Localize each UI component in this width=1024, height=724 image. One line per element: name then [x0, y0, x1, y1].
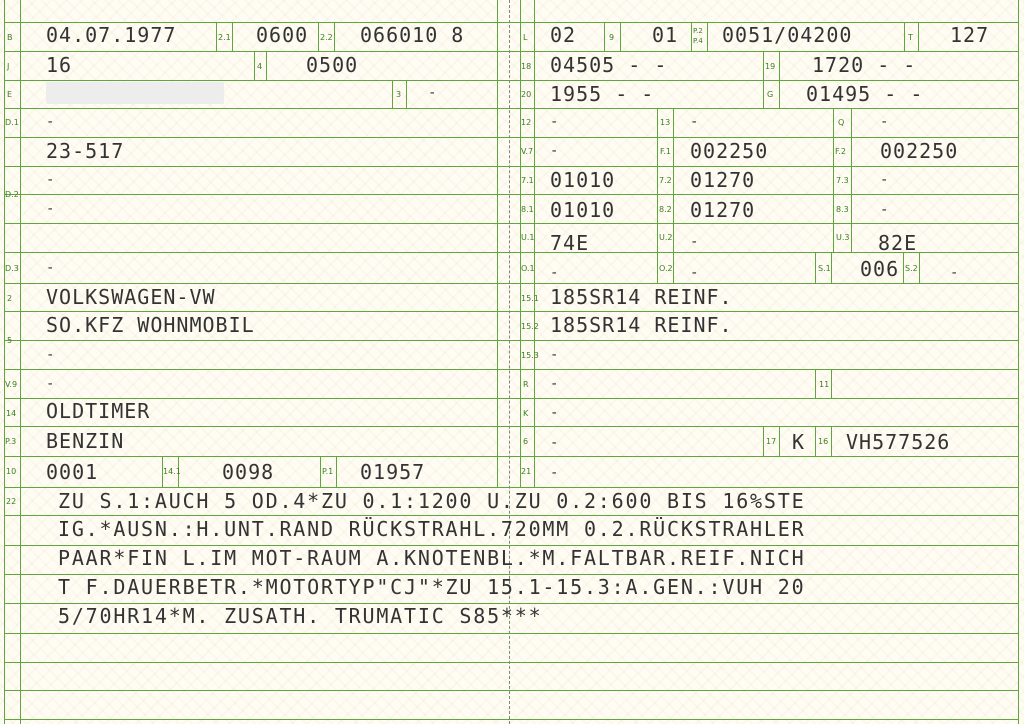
value-2-2: 066010 8	[360, 23, 465, 47]
remarks-line-1: ZU S.1:AUCH 5 OD.4*ZU 0.1:1200 U.ZU 0.2:600 BIS 16%STE	[58, 489, 806, 513]
label-5: 5	[7, 336, 13, 345]
value-14-1: 0098	[222, 460, 275, 484]
value-6: -	[550, 435, 560, 451]
label-6: 6	[523, 437, 529, 446]
label-9: 9	[609, 33, 615, 42]
value-U3: 82E	[878, 231, 918, 255]
value-B-date: 04.07.1977	[46, 23, 177, 47]
label-P1: P.1	[322, 467, 334, 476]
label-20: 20	[521, 90, 532, 99]
value-19: 1720 - -	[812, 53, 917, 77]
label-19: 19	[765, 62, 776, 71]
value-4: 0500	[306, 53, 359, 77]
label-14-1: 14.1	[163, 467, 181, 476]
label-4: 4	[257, 62, 263, 71]
value-15-3: -	[550, 347, 560, 363]
label-12: 12	[521, 118, 532, 127]
value-5-type: SO.KFZ WOHNMOBIL	[46, 313, 255, 337]
value-Q: -	[880, 114, 890, 130]
label-8-1: 8.1	[521, 205, 534, 214]
label-B: B	[7, 33, 13, 42]
label-J: J	[7, 62, 10, 71]
value-8-3: -	[880, 202, 890, 218]
label-F2: F.2	[835, 147, 846, 156]
label-E: E	[7, 90, 13, 99]
value-D1: -	[46, 114, 56, 130]
remarks-line-3: PAAR*FIN L.IM MOT-RAUM A.KNOTENBL.*M.FALTBAR.REIF.NICH	[58, 546, 806, 570]
value-L: 02	[550, 23, 577, 47]
label-2: 2	[7, 294, 13, 303]
value-U1: 74E	[550, 231, 590, 255]
label-7-3: 7.3	[836, 176, 849, 185]
label-V9: V.9	[5, 380, 18, 389]
value-P1: 01957	[360, 460, 426, 484]
value-7-2: 01270	[690, 168, 756, 192]
value-D2-3: -	[46, 201, 56, 217]
label-U2: U.2	[659, 233, 673, 242]
value-2-make: VOLKSWAGEN-VW	[46, 285, 216, 309]
label-U3: U.3	[836, 233, 850, 242]
label-3: 3	[396, 90, 402, 99]
label-10: 10	[6, 467, 17, 476]
value-8-2: 01270	[690, 198, 756, 222]
label-P2: P.2	[693, 27, 703, 35]
value-12: -	[550, 114, 560, 130]
value-5-2: -	[46, 347, 56, 363]
value-D2-1: 23-517	[46, 139, 125, 163]
label-18: 18	[521, 62, 532, 71]
value-V7: -	[550, 143, 560, 159]
label-2-1: 2.1	[218, 33, 231, 42]
value-F1: 002250	[690, 139, 769, 163]
value-21: -	[550, 465, 560, 481]
value-20: 1955 - -	[550, 82, 655, 106]
label-D1: D.1	[5, 118, 19, 127]
value-16: VH577526	[846, 430, 951, 454]
value-K: -	[550, 405, 560, 421]
label-P4: P.4	[693, 37, 703, 45]
value-9: 01	[652, 23, 679, 47]
label-L: L	[523, 33, 528, 42]
remarks-line-5: 5/70HR14*M. ZUSATH. TRUMATIC S85***	[58, 604, 543, 628]
value-P3: BENZIN	[46, 429, 125, 453]
value-15-1: 185SR14 REINF.	[550, 285, 733, 309]
value-17: K	[792, 430, 806, 454]
label-17: 17	[766, 437, 777, 446]
label-Q: Q	[838, 118, 845, 127]
value-15-2: 185SR14 REINF.	[550, 313, 733, 337]
value-J: 16	[46, 53, 73, 77]
label-8-3: 8.3	[836, 205, 849, 214]
value-G: 01495 - -	[806, 82, 924, 106]
label-U1: U.1	[521, 233, 535, 242]
label-P3: P.3	[5, 437, 17, 446]
value-F2: 002250	[880, 139, 959, 163]
label-15-1: 15.1	[521, 294, 539, 303]
label-15-3: 15.3	[521, 351, 539, 360]
label-T: T	[908, 33, 913, 42]
value-P2-P4: 0051/04200	[722, 23, 853, 47]
value-T: 127	[950, 23, 990, 47]
value-8-1: 01010	[550, 198, 616, 222]
label-2-2: 2.2	[320, 33, 333, 42]
label-D2: D.2	[5, 190, 19, 199]
label-15-2: 15.2	[521, 322, 539, 331]
value-10: 0001	[46, 460, 99, 484]
remarks-line-4: T F.DAUERBETR.*MOTORTYP"CJ"*ZU 15.1-15.3:A.GEN.:VUH 20	[58, 575, 806, 599]
value-2-1: 0600	[256, 23, 309, 47]
value-3: -	[428, 85, 438, 101]
value-S1: 006	[860, 257, 900, 281]
label-O2: O.2	[659, 264, 673, 273]
label-7-1: 7.1	[521, 176, 534, 185]
label-K: K	[523, 409, 529, 418]
value-D2-2: -	[46, 172, 56, 188]
label-13: 13	[660, 118, 671, 127]
label-D3: D.3	[5, 264, 19, 273]
value-S2: -	[950, 265, 960, 281]
value-D3: -	[46, 260, 56, 276]
label-R: R	[523, 380, 529, 389]
label-16: 16	[818, 437, 829, 446]
redacted-field-E	[46, 82, 224, 104]
label-F1: F.1	[660, 147, 671, 156]
label-22: 22	[6, 497, 17, 506]
label-S2: S.2	[905, 264, 918, 273]
label-11: 11	[819, 380, 830, 389]
label-21: 21	[521, 467, 532, 476]
value-18: 04505 - -	[550, 53, 668, 77]
value-O2: -	[690, 265, 700, 281]
value-7-3: -	[880, 172, 890, 188]
label-8-2: 8.2	[659, 205, 672, 214]
value-13: -	[690, 114, 700, 130]
value-V9: -	[46, 376, 56, 392]
value-R: -	[550, 376, 560, 392]
value-7-1: 01010	[550, 168, 616, 192]
remarks-line-2: IG.*AUSN.:H.UNT.RAND RÜCKSTRAHL.720MM 0.2.RÜCKSTRAHLER	[58, 517, 806, 541]
label-O1: O.1	[521, 264, 535, 273]
value-14: OLDTIMER	[46, 399, 151, 423]
label-14: 14	[6, 409, 17, 418]
label-7-2: 7.2	[659, 176, 672, 185]
label-S1: S.1	[818, 264, 831, 273]
value-O1: -	[550, 265, 560, 281]
label-V7: V.7	[521, 147, 534, 156]
label-G: G	[767, 90, 774, 99]
value-U2: -	[690, 234, 700, 250]
